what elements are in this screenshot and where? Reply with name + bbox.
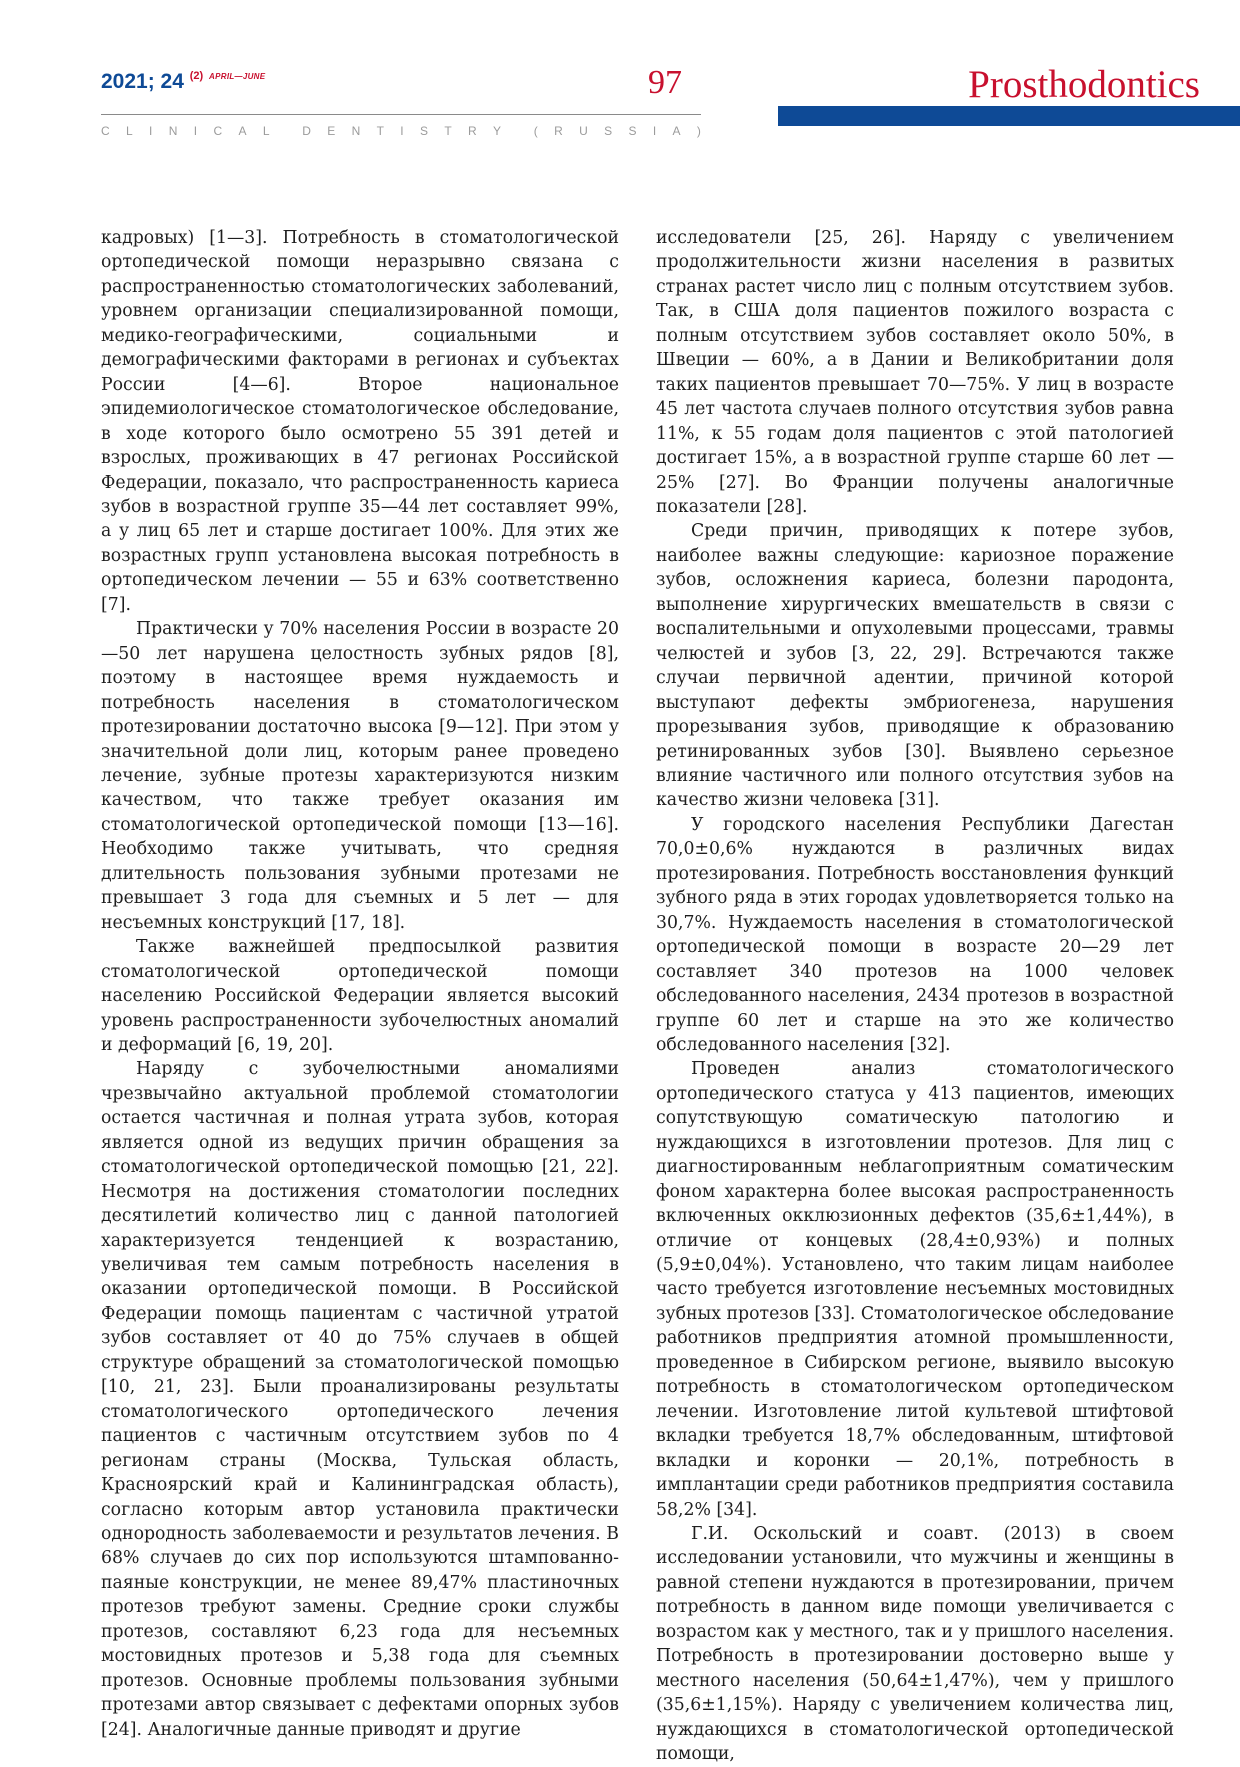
journal-letter: A [672,124,681,138]
journal-letter: ) [696,124,701,138]
journal-letter: ( [533,124,538,138]
journal-letter: C [213,124,223,138]
paragraph: исследователи [25, 26]. Наряду с увеличением продолжительности жизни населения в развитых странах растет число лиц с полным отсутствием зубов. Так, в США доля пациентов пожилого возраста с полным отсутствием зубов составляет около 50%, в Швеции — 60%, а в Дании и Великобритании доля таких пациентов превышает 70—75%. У лиц в возрасте 45 лет частота случаев полного отсутствия зубов равна 11%, к 55 годам доля пациентов с этой патологией достигает 15%, а в возрастной группе старше 60 лет — 25% [27]. Во Франции получены аналогичные показатели [28]. [656,228,1174,517]
paragraph: Среди причин, приводящих к потере зубов, наиболее важны следующие: кариозное поражение зубов, осложнения кариеса, болезни пародонта, выполнение хирургических вмешательств в связи с воспалительными и опухолевыми процессами, травмы челюстей и зубов [3, 22, 29]. Встречаются также случаи первичной адентии, причиной которой выступают дефекты эмбриогенеза, нарушения прорезывания зубов, приводящие к образованию ретинированных зубов [30]. Выявлено серьезное влияние частичного или полного отсутствия зубов на качество жизни человека [31]. [656,521,1174,811]
page-number: 97 [648,64,682,101]
journal-letter: T [376,124,384,138]
journal-letter: I [652,124,657,138]
journal-letter: N [168,124,178,138]
journal-letter: T [444,124,452,138]
journal-letter: R [554,124,563,138]
journal-letter: L [262,124,270,138]
journal-letter: D [302,124,311,138]
journal-letter: S [604,124,613,138]
journal-letter: U [579,124,588,138]
journal-letter: C [101,124,110,138]
journal-letter: S [628,124,637,138]
text-column-right [656,226,1174,1767]
journal-letter: R [468,124,477,138]
journal-name [101,124,701,138]
journal-letter: S [419,124,428,138]
year-volume: 2021; 24 [101,70,184,93]
journal-letter: I [193,124,198,138]
section-bar [778,106,1240,126]
header-rule [101,114,701,115]
paragraph: Также важнейшей предпосылкой развития стоматологической ортопедической помощи населению Российской Федерации является высокий уровень распространенности зубочелюстных аномалий и деформаций [6, 19, 20]. [101,937,619,1055]
journal-letter: N [351,124,361,138]
paragraph: Практически у 70% населения России в возрасте 20—50 лет нарушена целостность зубных рядов [8], поэтому в настоящее время нуждаемость и потребность населения в стоматологическом протезировании достаточно высока [9—12]. При этом у значительной доли лиц, которым ранее проведено лечение, зубные протезы характеризуются низким качеством, что также требует оказания им стоматологической ортопедической помощи [13—16]. Необходимо также учитывать, что средняя длительность пользования зубными протезами не превышает 3 года для съемных и 5 лет — для несъемных конструкций [17, 18]. [101,619,619,933]
paragraph: У городского населения Республики Дагестан 70,0±0,6% нуждаются в различных видах протезирования. Потребность восстановления функций зубного ряда в этих городах удовлетворяется только на 30,7%. Нуждаемость населения в стоматологической ортопедической помощи в возрасте 20—29 лет составляет 340 протезов на 1000 человек обследованного населения, 2434 протезов в возрастной группе 60 лет и старше на это же количество обследованного населения [32]. [656,814,1174,1055]
paragraph: Проведен анализ стоматологического ортопедического статуса у 413 пациентов, имеющих сопутствующую соматическую патологию и нуждающихся в изготовлении протезов. Для лиц с диагностированным неблагоприятным соматическим фоном характерна более высокая распространенность включенных окклюзионных дефектов (35,6±1,44%), в отличие от концевых (28,4±0,93%) и полных (5,9±0,04%). Установлено, что таким лицам наиболее часто требуется изготовление несъемных мостовидных зубных протезов [33]. Стоматологическое обследование работников предприятия атомной промышленности, проведенное в Сибирском регионе, выявило высокую потребность в стоматологическом ортопедическом лечении. Изготовление литой культевой штифтовой вкладки требуется 18,7% обследованным, штифтовой вкладки и коронки — 20,1%, потребность в имплантации среди работников предприятия составила 58,2% [34]. [656,1059,1174,1520]
journal-letter: E [327,124,336,138]
issue-months: APRIL—JUNE [209,72,266,81]
issue-number: (2) [189,70,204,82]
paragraph: Наряду с зубочелюстными аномалиями чрезвычайно актуальной проблемой стоматологии остается частичная и полная утрата зубов, которая является одной из ведущих причин обращения за стоматологической ортопедической помощью [21, 22]. Несмотря на достижения стоматологии последних десятилетий количество лиц с данной патологией характеризуется тенденцией к возрастанию, увеличивая тем самым потребность населения в оказании ортопедической помощи. В Российской Федерации помощь пациентам с частичной утратой зубов составляет от 40 до 75% случаев в общей структуре обращений за стоматологической помощью [10, 21, 23]. Были проанализированы результаты стоматологического ортопедического лечения пациентов с частичным отсутствием зубов по 4 регионам страны (Москва, Тульская область, Красноярский край и Калининградская область), согласно которым автор установила практически однородность заболеваемости и результатов лечения. В 68% случаев до сих пор используются штампованно-паяные конструкции, не менее 89,47% пластиночных протезов требуют замены. Средние сроки службы протезов, составляют 6,23 года для несъемных мостовидных протезов и 5,38 года для съемных протезов. Основные проблемы пользования зубными протезами автор связывает с дефектами опорных зубов [24]. Аналогичные данные приводят и другие [101,1059,619,1740]
text-column-left [101,226,619,1742]
journal-letter: I [400,124,404,138]
journal-letter: Y [493,124,502,138]
section-title: Prosthodontics [968,63,1200,106]
paragraph: кадровых) [1—3]. Потребность в стоматологической ортопедической помощи неразрывно связана с распространенностью стоматологических заболеваний, уровнем организации специализированной помощи, медико-географическими, социальными и демографическими факторами в регионах и субъектах России [4—6]. Второе национальное эпидемиологическое стоматологическое обследование, в ходе которого было осмотрено 55 391 детей и взрослых, проживающих в 47 регионах Российской Федерации, показало, что распространенность кариеса зубов в возрастной группе 35—44 лет составляет 99%, а у лиц 65 лет и старше достигает 100%. Для этих же возрастных групп установлена высокая потребность в ортопедическом лечении — 55 и 63% соответственно [7]. [101,228,619,615]
issue-info [101,70,265,94]
journal-letter: A [238,124,247,138]
paragraph: Г.И. Оскольский и соавт. (2013) в своем исследовании установили, что мужчины и женщины в равной степени нуждаются в протезировании, причем потребность в данном виде помощи увеличивается с возрастом как у местного, так и у пришлого населения. Потребность в протезировании достоверно выше у местного населения (50,64±1,47%), чем у пришлого (35,6±1,15%). Наряду с увеличением количества лиц, нуждающихся в стоматологической ортопедической помощи, [656,1524,1174,1765]
journal-letter: I [149,124,153,138]
journal-letter: L [126,124,133,138]
